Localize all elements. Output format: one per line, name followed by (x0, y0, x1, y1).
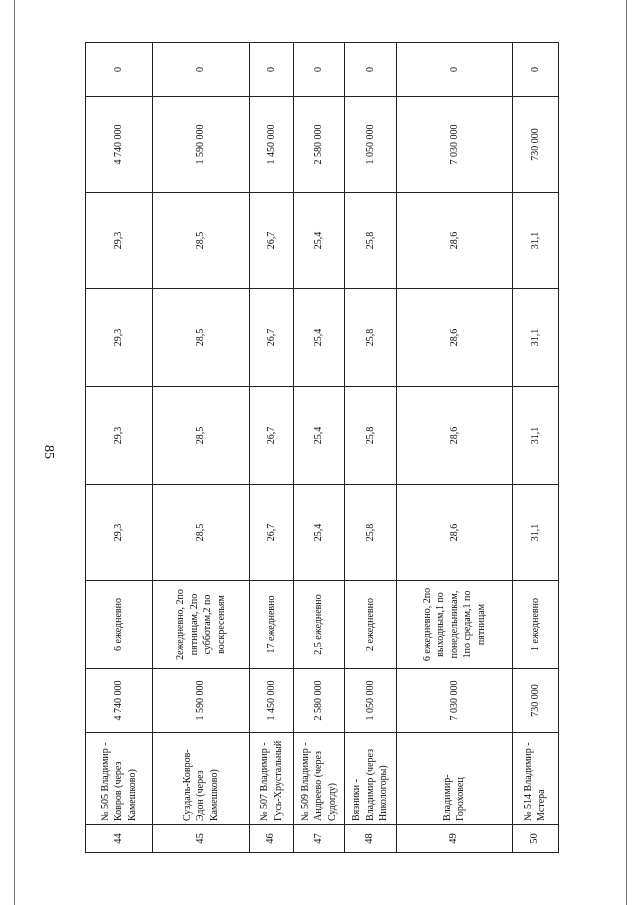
row-number-cell: 45 (153, 825, 250, 853)
table-row (153, 43, 250, 853)
route-name-cell: Владимир-Гороховец (397, 733, 513, 825)
route-name-cell: Вязники - Владимир (через Никологоры) (344, 733, 397, 825)
value-4-cell: 25,4 (294, 193, 344, 289)
value-4-cell: 26,7 (249, 193, 293, 289)
remainder-cell: 0 (86, 43, 153, 97)
value-3-cell: 28,5 (153, 289, 250, 387)
annual-volume-cell: 1 590 000 (153, 669, 250, 733)
row-number-cell: 49 (397, 825, 513, 853)
amount-cell: 4 740 000 (86, 97, 153, 193)
table-row (86, 43, 153, 853)
value-2-cell: 26,7 (249, 387, 293, 485)
amount-cell: 1 050 000 (344, 97, 397, 193)
value-1-cell: 25,8 (344, 485, 397, 581)
row-number-cell: 48 (344, 825, 397, 853)
schedule-cell: 17 ежедневно (249, 581, 293, 669)
table-body (86, 43, 559, 853)
value-4-cell: 28,5 (153, 193, 250, 289)
schedule-cell: 6 ежедневно (86, 581, 153, 669)
annual-volume-cell: 2 580 000 (294, 669, 344, 733)
table-row (512, 43, 558, 853)
value-2-cell: 28,5 (153, 387, 250, 485)
value-3-cell: 25,4 (294, 289, 344, 387)
value-2-cell: 25,4 (294, 387, 344, 485)
value-2-cell: 25,8 (344, 387, 397, 485)
value-2-cell: 31,1 (512, 387, 558, 485)
amount-cell: 730 000 (512, 97, 558, 193)
row-number-cell: 47 (294, 825, 344, 853)
value-3-cell: 31,1 (512, 289, 558, 387)
schedule-cell: 2 ежедневно (344, 581, 397, 669)
remainder-cell: 0 (397, 43, 513, 97)
row-number-cell: 44 (86, 825, 153, 853)
value-2-cell: 29,3 (86, 387, 153, 485)
remainder-cell: 0 (153, 43, 250, 97)
value-3-cell: 25,8 (344, 289, 397, 387)
row-number-cell: 50 (512, 825, 558, 853)
route-name-cell: № 505 Владимир - Ковров (через Камешково) (86, 733, 153, 825)
amount-cell: 1 450 000 (249, 97, 293, 193)
annual-volume-cell: 7 030 000 (397, 669, 513, 733)
route-name-cell: Суздаль-Ковров-Эдон (через Камешково) (153, 733, 250, 825)
value-3-cell: 28,6 (397, 289, 513, 387)
row-number-cell: 46 (249, 825, 293, 853)
amount-cell: 2 580 000 (294, 97, 344, 193)
table-row (344, 43, 397, 853)
routes-table (85, 42, 559, 853)
page-number: 85 (41, 445, 56, 459)
left-edge-line (14, 0, 15, 905)
schedule-cell: 2,5 ежедневно (294, 581, 344, 669)
annual-volume-cell: 4 740 000 (86, 669, 153, 733)
value-4-cell: 28,6 (397, 193, 513, 289)
remainder-cell: 0 (249, 43, 293, 97)
value-4-cell: 29,3 (86, 193, 153, 289)
value-4-cell: 31,1 (512, 193, 558, 289)
schedule-cell: 6 ежедневно, 2по выходным,1 по понедельникам, 1по средам,1 по пятницам (397, 581, 513, 669)
remainder-cell: 0 (512, 43, 558, 97)
annual-volume-cell: 1 050 000 (344, 669, 397, 733)
value-1-cell: 28,5 (153, 485, 250, 581)
right-edge-line (626, 0, 627, 905)
routes-table-sheet (85, 43, 559, 853)
route-name-cell: № 514 Владимир - Мстера (512, 733, 558, 825)
value-1-cell: 29,3 (86, 485, 153, 581)
value-4-cell: 25,8 (344, 193, 397, 289)
value-2-cell: 28,6 (397, 387, 513, 485)
value-1-cell: 28,6 (397, 485, 513, 581)
schedule-cell: 2ежедневно, 2по пятницам, 2по субботам,2 по воскресеньям (153, 581, 250, 669)
amount-cell: 1 590 000 (153, 97, 250, 193)
table-row (397, 43, 513, 853)
value-1-cell: 25,4 (294, 485, 344, 581)
value-3-cell: 29,3 (86, 289, 153, 387)
annual-volume-cell: 730 000 (512, 669, 558, 733)
value-1-cell: 31,1 (512, 485, 558, 581)
route-name-cell: № 507 Владимир - Гусь-Хрустальный (249, 733, 293, 825)
route-name-cell: № 509 Владимир - Андреево (через Судогду) (294, 733, 344, 825)
annual-volume-cell: 1 450 000 (249, 669, 293, 733)
value-3-cell: 26,7 (249, 289, 293, 387)
amount-cell: 7 030 000 (397, 97, 513, 193)
value-1-cell: 26,7 (249, 485, 293, 581)
remainder-cell: 0 (294, 43, 344, 97)
table-row (294, 43, 344, 853)
remainder-cell: 0 (344, 43, 397, 97)
schedule-cell: 1 ежедневно (512, 581, 558, 669)
table-row (249, 43, 293, 853)
